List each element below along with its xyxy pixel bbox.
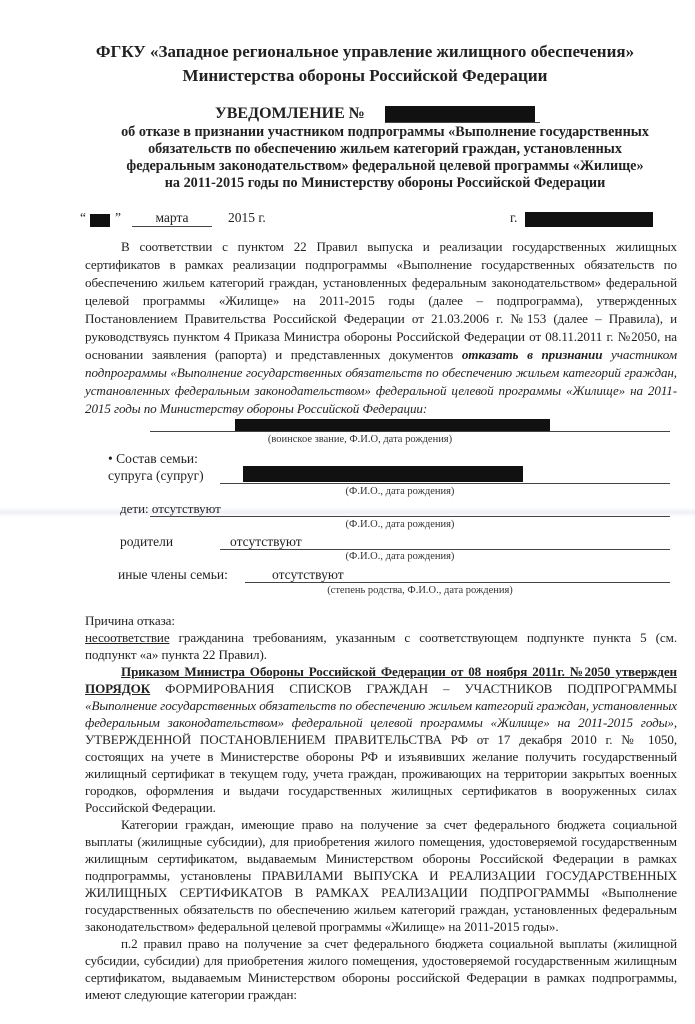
subtitle-line: федеральным законодательством» федеральной целевой программы «Жилище» [126,158,644,174]
person-caption: (воинское звание, Ф.И.О, дата рождения) [267,434,453,445]
children-row [120,501,221,517]
para-italic: «Выполнение государственных обязательств по обеспечению жильем категорий граждан, установленных федеральным законодательством» федеральной целевой программы «Жилище» на 2011-2015 годы», [85,698,677,730]
others-line [245,582,670,583]
paragraph-basis [85,238,677,418]
quote-open: “ [80,210,86,225]
parents-value: отсутствуют [230,534,302,549]
redacted-city [525,212,653,227]
paragraph-order [85,663,677,816]
spouse-line [220,483,670,484]
parents-label: родители [120,534,174,549]
para-text: В соответствии с пунктом 22 Правил выпуска и реализации государственных жилищных сертификатов в рамках реализации подпрограммы «Выполнение государственных обязательств по обеспечению жильем категорий граждан, установленных федеральным законодательством» федеральной целевой программы «Жилище» на 2011-2015 годы (далее – подпрограмма), утвержденных Постановлением Правительства Российской Федерации от 21.03.2006 г. №153 (далее – Правила), и руководствуясь пунктом 4 Приказа Министра обороны Российской Федерации от 08.11.2011 г. №2050, на основании заявления (рапорта) и представленных документов [85,239,677,362]
org-name-line1: ФГКУ «Западное региональное управление жилищного обеспечения» [95,42,635,61]
children-line [150,516,670,517]
redacted-notice-number [385,106,535,122]
order-reference: Приказом Министра Обороны Российской Федерации от 08 ноября 2011г. №2050 утвержден ПОРЯДОК [85,664,677,696]
org-name-line2: Министерства обороны Российской Федерации [182,66,548,85]
para-italic: участником подпрограммы «Выполнение государственных обязательств по обеспечению жильем категорий граждан, установленных федеральным законодательством» федеральной целевой программы «Жилище» на 2011-2015 годы по Министерству обороны Российской Федерации: [85,347,677,416]
date-month: марта [132,210,212,227]
reason-underlined: несоответствие [85,630,170,645]
para-text: ФОРМИРОВАНИЯ СПИСКОВ ГРАЖДАН – УЧАСТНИКОВ ПОДПРОГРАММЫ [150,681,677,696]
others-label: иные члены семьи: [118,567,228,582]
person-line [150,431,670,432]
para-text: УТВЕРЖДЕННОЙ ПОСТАНОВЛЕНИЕМ ПРАВИТЕЛЬСТВА РФ от 17 декабря 2010 г. № 1050, состоящих на учете в Министерстве обороны РФ и изъявивших желание получить государственный жилищный сертификат в текущем году, учета граждан, проживающих на территории закрытых военных городков, оформления и выдачи государственных жилищных сертификатов в вооруженных силах Российской Федерации. [85,732,677,815]
spouse-label: супруга (супруг) [108,468,204,483]
children-value: отсутствуют [151,501,221,516]
refusal-emphasis: отказать в признании [461,347,603,362]
lower-body [85,612,677,1003]
paragraph-categories: Категории граждан, имеющие право на получение за счет федерального бюджета социальной выплаты (жилищные субсидии), для приобретения жилого помещения, удостоверяемой государственным жилищным сертификатом, выдаваемым Министерством обороны Российской Федерации в рамках подпрограммы, установлены ПРАВИЛАМИ ВЫПУСКА И РЕАЛИЗАЦИИ ГОСУДАРСТВЕННЫХ ЖИЛИЩНЫХ СЕРТИФИКАТОВ В РАМКАХ РЕАЛИЗАЦИИ ПОДПРОГРАММЫ «Выполнение государственных обязательств по обеспечению жильем категорий граждан, установленных федеральным законодательством» федеральной целевой программы «Жилище» на 2011-2015 годы». [85,817,677,934]
subtitle-line: на 2011-2015 годы по Министерству обороны Российской Федерации [164,175,606,191]
family-heading-text: Состав семьи: [116,451,198,466]
redacted-day [90,214,110,227]
notice-title: УВЕДОМЛЕНИЕ № [215,105,365,122]
city-prefix: г. [510,210,518,225]
children-label: дети: [120,501,149,516]
parents-line [220,549,670,550]
reason-text [85,629,677,663]
parents-caption: (Ф.И.О., дата рождения) [345,551,455,562]
reason-body: гражданина требованиям, указанным с соответствующем подпункте пункта 5 (см. подпункт «а» пункта 22 Правил). [85,630,677,662]
number-underline [385,122,540,123]
subtitle-line: об отказе в признании участником подпрограммы «Выполнение государственных [121,124,649,140]
notice-subtitle [90,124,680,192]
others-caption: (степень родства, Ф.И.О., дата рождения) [327,585,513,596]
spouse-caption: (Ф.И.О., дата рождения) [345,486,455,497]
others-value: отсутствуют [272,567,344,582]
date-line [80,210,680,230]
redacted-person [235,419,550,431]
subtitle-line: обязательств по обеспечению жильем категорий граждан, установленных [148,141,622,157]
redacted-spouse [243,466,523,482]
quote-close: ” [115,210,121,225]
family-heading: • Состав семьи: [108,451,198,466]
children-caption: (Ф.И.О., дата рождения) [345,519,455,530]
date-year: 2015 г. [228,210,266,225]
paragraph-point2: п.2 правил право на получение за счет федерального бюджета социальной выплаты (жилищной субсидии, субсидии) для приобретения жилого помещения, удостоверяемой государственным жилищным сертификатом, выдаваемым Министерством обороны российской Федерации в рамках подпрограммы, имеют следующие категории граждан: [85,936,677,1002]
reason-label: Причина отказа: [85,613,175,628]
